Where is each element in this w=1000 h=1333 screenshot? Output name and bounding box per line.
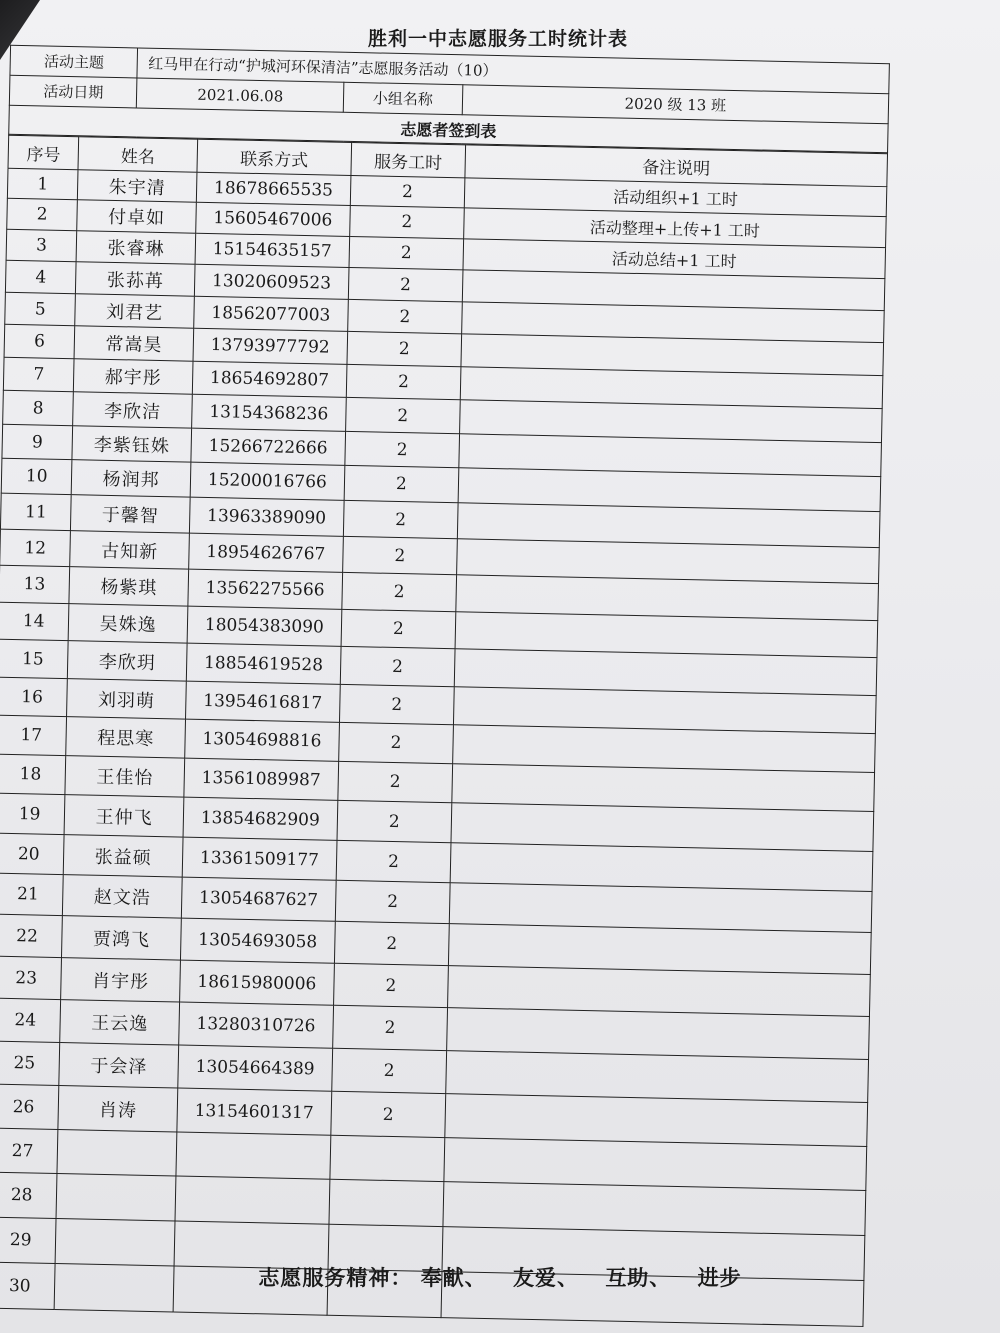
phone-number: 13020609523 <box>194 264 348 299</box>
service-hours <box>330 1135 445 1181</box>
service-hours: 2 <box>349 205 464 238</box>
topic-label: 活动主题 <box>10 45 138 78</box>
service-hours: 2 <box>348 267 463 301</box>
row-number: 15 <box>0 639 68 678</box>
column-header-phone: 联系方式 <box>197 139 351 175</box>
service-hours: 2 <box>334 921 449 965</box>
row-number: 22 <box>0 914 63 957</box>
volunteer-name: 李紫钰姝 <box>72 426 191 462</box>
volunteer-name <box>57 1130 177 1176</box>
phone-number: 13854682909 <box>183 797 338 840</box>
motto-value: 友爱、 <box>513 1266 579 1290</box>
service-hours: 2 <box>336 840 451 882</box>
row-number: 29 <box>0 1217 56 1263</box>
phone-number: 18954626767 <box>189 533 344 572</box>
volunteer-name <box>55 1219 175 1266</box>
volunteer-name: 付卓如 <box>77 200 196 233</box>
row-number: 18 <box>0 754 66 794</box>
column-header-no: 序号 <box>8 135 79 169</box>
row-number: 27 <box>0 1128 58 1173</box>
row-number: 26 <box>0 1084 59 1129</box>
motto-value: 互助、 <box>605 1266 672 1290</box>
service-hours: 2 <box>346 364 461 399</box>
phone-number: 13954616817 <box>185 681 340 722</box>
service-hours: 2 <box>332 1048 447 1093</box>
service-hours: 2 <box>331 1091 446 1137</box>
row-number: 25 <box>0 1041 60 1085</box>
row-number: 9 <box>2 424 73 459</box>
volunteer-name: 王云逸 <box>60 1000 180 1045</box>
service-hours: 2 <box>344 465 459 502</box>
service-hours: 2 <box>335 880 450 923</box>
phone-number: 18054383090 <box>187 606 342 646</box>
row-number: 16 <box>0 677 68 716</box>
service-hours: 2 <box>350 175 465 207</box>
date-label: 活动日期 <box>9 75 137 108</box>
service-hours: 2 <box>338 761 453 802</box>
row-number: 12 <box>0 529 71 566</box>
motto-value: 奉献、 <box>420 1266 487 1290</box>
row-number: 19 <box>0 793 65 834</box>
phone-number: 18562077003 <box>194 296 348 331</box>
volunteer-name: 王佳怡 <box>65 756 184 797</box>
phone-number: 13562275566 <box>188 569 343 609</box>
phone-number: 18678665535 <box>196 172 350 205</box>
row-number: 2 <box>7 198 78 230</box>
phone-number <box>176 1132 331 1179</box>
volunteer-name: 赵文浩 <box>63 875 182 918</box>
phone-number: 15200016766 <box>190 462 345 500</box>
group-label: 小组名称 <box>343 82 462 114</box>
volunteer-name: 刘君艺 <box>75 294 194 328</box>
motto-line <box>0 1262 1000 1292</box>
volunteer-name <box>56 1174 176 1221</box>
volunteer-name: 张益硕 <box>64 835 183 877</box>
row-number: 11 <box>0 493 71 530</box>
service-hours: 2 <box>339 684 454 724</box>
service-hours: 2 <box>337 800 452 842</box>
phone-number: 18615980006 <box>180 960 335 1005</box>
volunteer-name: 古知新 <box>70 531 189 569</box>
volunteer-name: 于会泽 <box>59 1043 179 1088</box>
motto-label: 志愿服务精神： <box>258 1266 413 1290</box>
row-number: 7 <box>3 357 74 391</box>
column-header-name: 姓名 <box>78 137 197 172</box>
phone-number: 13054687627 <box>181 877 336 921</box>
remark: 活动总结+1 工时 <box>463 239 886 279</box>
volunteer-name: 贾鸿飞 <box>62 916 182 960</box>
column-header-note: 备注说明 <box>465 145 888 187</box>
volunteer-name: 王仲飞 <box>64 795 183 837</box>
service-hours: 2 <box>342 536 457 574</box>
volunteer-name: 李欣洁 <box>73 392 192 428</box>
row-number: 24 <box>0 998 61 1042</box>
volunteer-name: 常嵩昊 <box>74 326 193 361</box>
phone-number: 18654692807 <box>192 361 346 397</box>
service-hours: 2 <box>345 397 460 433</box>
phone-number: 13361509177 <box>182 837 337 880</box>
volunteer-name: 杨润邦 <box>72 460 191 497</box>
phone-number <box>175 1176 330 1224</box>
service-hours: 2 <box>343 500 458 538</box>
phone-number: 13561089987 <box>184 758 339 800</box>
row-number: 30 <box>0 1262 55 1309</box>
row-number: 28 <box>0 1172 57 1218</box>
volunteer-name: 刘羽萌 <box>67 679 186 719</box>
service-hours: 2 <box>347 331 462 366</box>
row-number: 6 <box>4 324 75 358</box>
remark: 活动组织+1 工时 <box>464 178 886 217</box>
row-number: 4 <box>5 260 76 293</box>
phone-number: 13054698816 <box>185 719 340 761</box>
phone-number: 13280310726 <box>179 1002 334 1048</box>
motto-value: 进步 <box>697 1266 742 1290</box>
volunteer-name: 张睿琳 <box>76 231 195 264</box>
service-hours: 2 <box>349 236 464 269</box>
phone-number: 13154601317 <box>177 1088 332 1135</box>
topic-value: 红马甲在行动“护城河环保清洁”志愿服务活动（10） <box>137 48 889 94</box>
phone-number: 13054664389 <box>178 1045 333 1091</box>
group-value: 2020 级 13 班 <box>462 85 889 124</box>
volunteer-name: 于馨智 <box>71 495 190 533</box>
column-header-hours: 服务工时 <box>351 142 466 177</box>
row-number: 3 <box>6 229 77 261</box>
volunteer-name: 李欣玥 <box>68 641 187 681</box>
row-number: 21 <box>0 873 64 915</box>
service-hours: 2 <box>347 299 462 333</box>
remark: 活动整理+上传+1 工时 <box>464 208 887 248</box>
service-hours: 2 <box>342 572 457 611</box>
phone-number: 13054693058 <box>180 918 335 963</box>
phone-number: 15605467006 <box>196 202 350 236</box>
row-number: 1 <box>7 168 78 199</box>
volunteer-name: 朱宇清 <box>78 170 197 202</box>
service-hours: 2 <box>341 609 456 648</box>
document-title: 胜利一中志愿服务工时统计表 <box>367 28 628 50</box>
service-hours <box>329 1179 444 1226</box>
row-number: 17 <box>0 715 67 755</box>
service-hours: 2 <box>338 722 453 763</box>
service-hours: 2 <box>332 1005 447 1050</box>
volunteer-name: 杨紫琪 <box>69 567 188 606</box>
service-hours: 2 <box>345 431 460 467</box>
row-number: 14 <box>0 602 69 640</box>
date-value: 2021.06.08 <box>137 78 344 112</box>
row-number: 5 <box>5 292 76 325</box>
volunteer-name: 郝宇彤 <box>74 359 193 394</box>
phone-number: 15154635157 <box>195 233 349 267</box>
phone-number: 13793977792 <box>193 328 347 364</box>
row-number: 10 <box>1 458 72 494</box>
phone-number: 18854619528 <box>186 643 341 684</box>
volunteer-name: 肖宇彤 <box>61 958 181 1002</box>
volunteer-name: 程思寒 <box>66 717 185 758</box>
phone-number: 13963389090 <box>189 497 344 536</box>
row-number: 13 <box>0 565 70 603</box>
volunteer-table <box>0 135 888 1327</box>
volunteer-name: 张荪苒 <box>76 262 195 296</box>
table-body <box>0 168 887 1326</box>
volunteer-name: 吴姝逸 <box>68 604 187 643</box>
row-number: 8 <box>3 390 74 425</box>
service-hours: 2 <box>340 646 455 686</box>
service-hours: 2 <box>333 963 448 1007</box>
row-number: 20 <box>0 833 64 874</box>
row-number: 23 <box>0 956 62 999</box>
signin-title: 志愿者签到表 <box>9 105 888 152</box>
phone-number: 15266722666 <box>191 428 345 465</box>
form-sheet <box>0 45 890 1327</box>
phone-number: 13154368236 <box>192 394 346 431</box>
volunteer-name: 肖涛 <box>58 1086 178 1132</box>
